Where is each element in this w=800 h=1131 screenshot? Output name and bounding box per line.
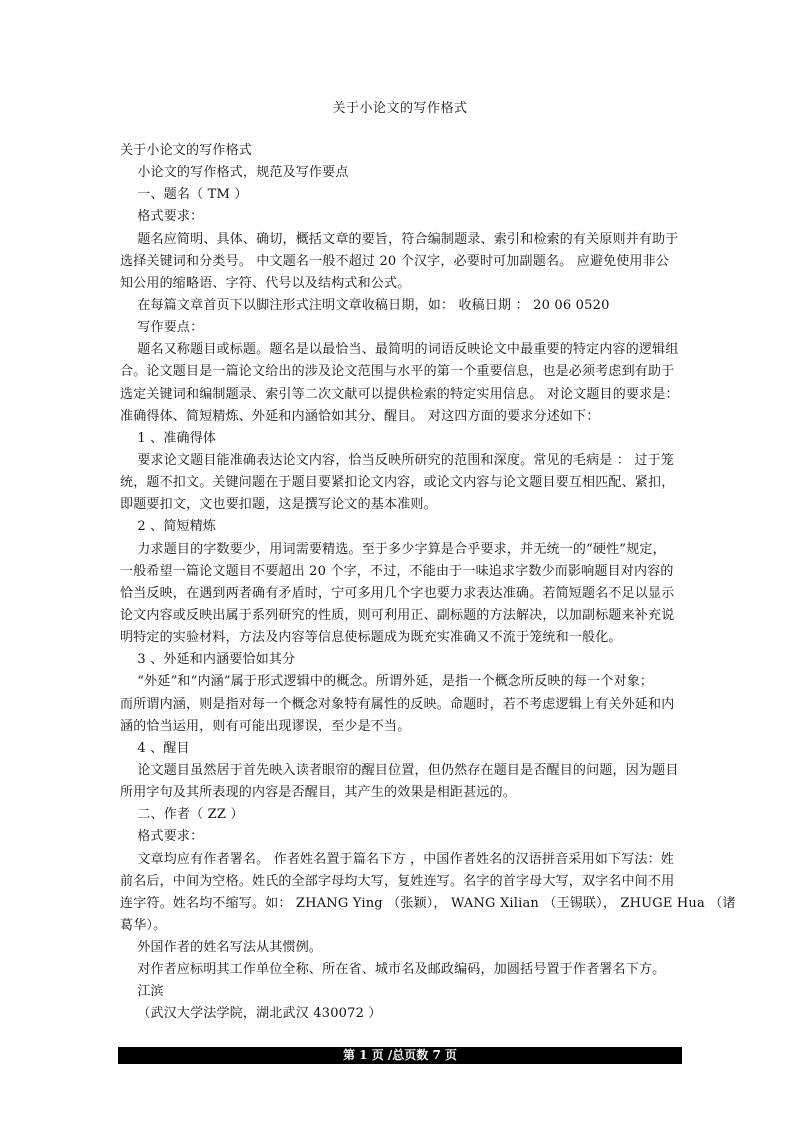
body-line: 统，题不扣文。关键问题在于题目要紧扣论文内容，或论文内容与论文题目要互相匹配、紧扣， — [120, 475, 675, 491]
body-line: 题名应简明、具体、确切，概括文章的要旨，符合编制题录、索引和检索的有关原则并有助于 — [120, 231, 679, 247]
body-line: 选择关键词和分类号。 中文题名一般不超过 20 个汉字，必要时可加副题名。 应避免使用非公 — [120, 253, 670, 269]
author-name: 江滨 — [120, 984, 164, 1000]
body-line: 文章均应有作者署名。 作者姓名置于篇名下方 ，中国作者姓名的汉语拼音采用如下写法：姓 — [120, 851, 674, 867]
body-line: 格式要求： — [120, 829, 204, 845]
body-line: 所用字句及其所表现的内容是否醒目，其产生的效果是相距甚远的。 — [120, 785, 517, 801]
body-line: 一般希望一篇论文题目不要超出 20 个字，不过，不能由于一味追求字数少而影响题目对内容的 — [120, 563, 674, 579]
body-line: 格式要求： — [120, 209, 204, 225]
body-line: 葛华）。 — [120, 917, 167, 933]
body-line: 外国作者的姓名写法从其惯例。 — [120, 940, 323, 956]
document-title: 关于小论文的写作格式 — [332, 101, 468, 116]
body-line: 恰当反映，在遇到两者确有矛盾时，宁可多用几个字也要力求表达准确。若简短题名不足以显示 — [120, 585, 675, 601]
body-line: 涵的恰当运用，则有可能出现谬误，至少是不当。 — [120, 718, 411, 734]
body-line: 小论文的写作格式，规范及写作要点 — [120, 165, 349, 181]
page-footer: 第 1 页 /总页数 7 页 — [118, 1047, 682, 1064]
subheading-eye-catching: 4 、醒目 — [120, 740, 190, 756]
document-body — [120, 140, 736, 1026]
body-line: “外延”和“内涵”属于形式逻辑中的概念。所谓外延，是指一个概念所反映的每一个对象； — [120, 674, 654, 690]
author-affiliation: （武汉大学法学院，湖北武汉 430072 ） — [120, 1006, 382, 1022]
subheading-concise: 2 、简短精炼 — [120, 519, 217, 535]
subheading-extension: 3 、外延和内涵要恰如其分 — [120, 652, 296, 668]
body-line: 知公用的缩略语、字符、代号以及结构式和公式。 — [120, 275, 411, 291]
body-line: 对作者应标明其工作单位全称、所在省、城市名及邮政编码，加圆括号置于作者署名下方。 — [120, 962, 666, 978]
section-heading-author: 二、作者（ ZZ ） — [120, 807, 244, 823]
subheading-accurate: 1 、准确得体 — [120, 430, 217, 446]
body-line: 要求论文题目能准确表达论文内容，恰当反映所研究的范围和深度。常见的毛病是 ： 过于笼 — [120, 452, 674, 468]
body-line: 准确得体、简短精炼、外延和内涵恰如其分、醒目。 对这四方面的要求分述如下： — [120, 408, 600, 424]
body-line: 关于小论文的写作格式 — [120, 143, 253, 158]
body-line: 即题要扣文，文也要扣题，这是撰写论文的基本准则。 — [120, 497, 437, 513]
body-line: 力求题目的字数要少，用词需要精选。至于多少字算是合乎要求，并无统一的“硬性”规定， — [120, 541, 666, 557]
body-line: 写作要点： — [120, 320, 204, 336]
body-line: 在每篇文章首页下以脚注形式注明文章收稿日期，如： 收稿日期 ： 20 06 0520 — [120, 297, 610, 313]
body-line: 明特定的实验材料，方法及内容等信息使标题成为既充实准确又不流于笼统和一般化。 — [120, 630, 622, 646]
body-line: 合。论文题目是一篇论文给出的涉及论文范围与水平的第一个重要信息，也是必须考虑到有助于 — [120, 364, 675, 380]
body-line: 选定关键词和编制题录、索引等二次文献可以提供检索的特定实用信息。 对论文题目的要求是： — [120, 386, 679, 402]
body-line: 论文题目虽然居于首先映入读者眼帘的醒目位置，但仍然存在题目是否醒目的问题，因为题目 — [120, 762, 679, 778]
body-line: 连字符。姓名均不缩写。如： ZHANG Ying （张颖）， WANG Xilian （王锡联）， ZHUGE Hua （诸 — [120, 895, 736, 911]
body-line: 题名又称题目或标题。题名是以最恰当、最简明的词语反映论文中最重要的特定内容的逻辑组 — [120, 342, 679, 358]
body-line: 前名后，中间为空格。姓氏的全部字母均大写，复姓连写。名字的首字母大写，双字名中间不用 — [120, 873, 675, 889]
body-line: 论文内容或反映出属于系列研究的性质，则可利用正、副标题的方法解决，以加副标题来补充说 — [120, 607, 675, 623]
section-heading-title: 一、题名（ TM ） — [120, 187, 248, 203]
body-line: 而所谓内涵，则是指对每一个概念对象特有属性的反映。命题时，若不考虑逻辑上有关外延和内 — [120, 696, 675, 712]
